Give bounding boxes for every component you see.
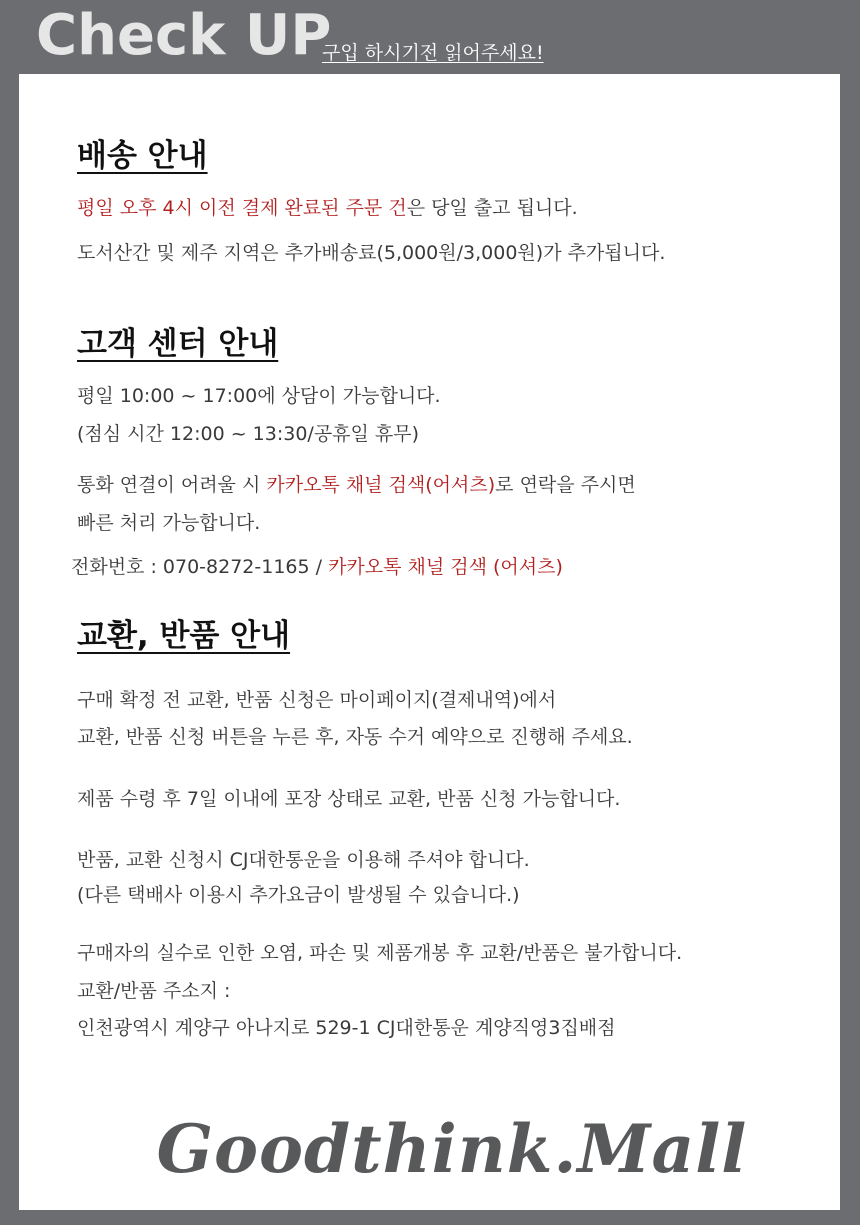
contact-post: 로 연락을 주시면 — [495, 474, 636, 496]
phone-number: 전화번호 : 070-8272-1165 / — [71, 556, 329, 578]
notice-panel — [19, 74, 840, 1210]
goodthink-mall-logo — [156, 1096, 748, 1196]
phone-line — [71, 552, 563, 579]
shipping-title: 배송 안내 — [77, 138, 208, 174]
contact-pre: 통화 연결이 어려울 시 — [77, 474, 267, 496]
page-title: Check UP — [36, 3, 332, 68]
customer-center-lunch: (점심 시간 12:00 ~ 13:30/공휴일 휴무) — [77, 423, 420, 445]
header — [0, 0, 860, 74]
kakao-channel-search: 카카오톡 채널 검색 (어셔츠) — [328, 556, 563, 578]
exchange-address: 인천광역시 계양구 아나지로 529-1 CJ대한통운 계양직영3집배점 — [77, 1017, 616, 1039]
shipping-line-1-highlight: 평일 오후 4시 이전 결제 완료된 주문 건 — [77, 197, 407, 219]
exchange-p3-line-1: 반품, 교환 신청시 CJ대한통운을 이용해 주셔야 합니다. — [77, 849, 530, 871]
header-subtitle-link[interactable]: 구입 하시기전 읽어주세요! — [322, 42, 544, 64]
exchange-p1-line-1: 구매 확정 전 교환, 반품 신청은 마이페이지(결제내역)에서 — [77, 689, 557, 711]
exchange-p2: 제품 수령 후 7일 이내에 포장 상태로 교환, 반품 신청 가능합니다. — [77, 788, 621, 810]
shipping-line-1-rest: 은 당일 출고 됩니다. — [406, 197, 578, 219]
shipping-line-1 — [77, 193, 578, 220]
logo-text: Goodthink.Mall — [156, 1110, 748, 1188]
customer-center-contact — [77, 470, 636, 497]
exchange-p4-line-2: 교환/반품 주소지 : — [77, 980, 231, 1002]
exchange-p4-line-1: 구매자의 실수로 인한 오염, 파손 및 제품개봉 후 교환/반품은 불가합니다. — [77, 942, 683, 964]
customer-center-title: 고객 센터 안내 — [77, 326, 279, 362]
customer-center-hours: 평일 10:00 ~ 17:00에 상담이 가능합니다. — [77, 385, 441, 407]
customer-center-contact-line-2: 빠른 처리 가능합니다. — [77, 512, 261, 534]
exchange-p3-line-2: (다른 택배사 이용시 추가요금이 발생될 수 있습니다.) — [77, 884, 520, 906]
shipping-line-2: 도서산간 및 제주 지역은 추가배송료(5,000원/3,000원)가 추가됩니다. — [77, 242, 666, 264]
exchange-p1-line-2: 교환, 반품 신청 버튼을 누른 후, 자동 수거 예약으로 진행해 주세요. — [77, 726, 633, 748]
exchange-title: 교환, 반품 안내 — [77, 618, 291, 654]
kakao-channel-link: 카카오톡 채널 검색(어셔츠) — [266, 474, 496, 496]
